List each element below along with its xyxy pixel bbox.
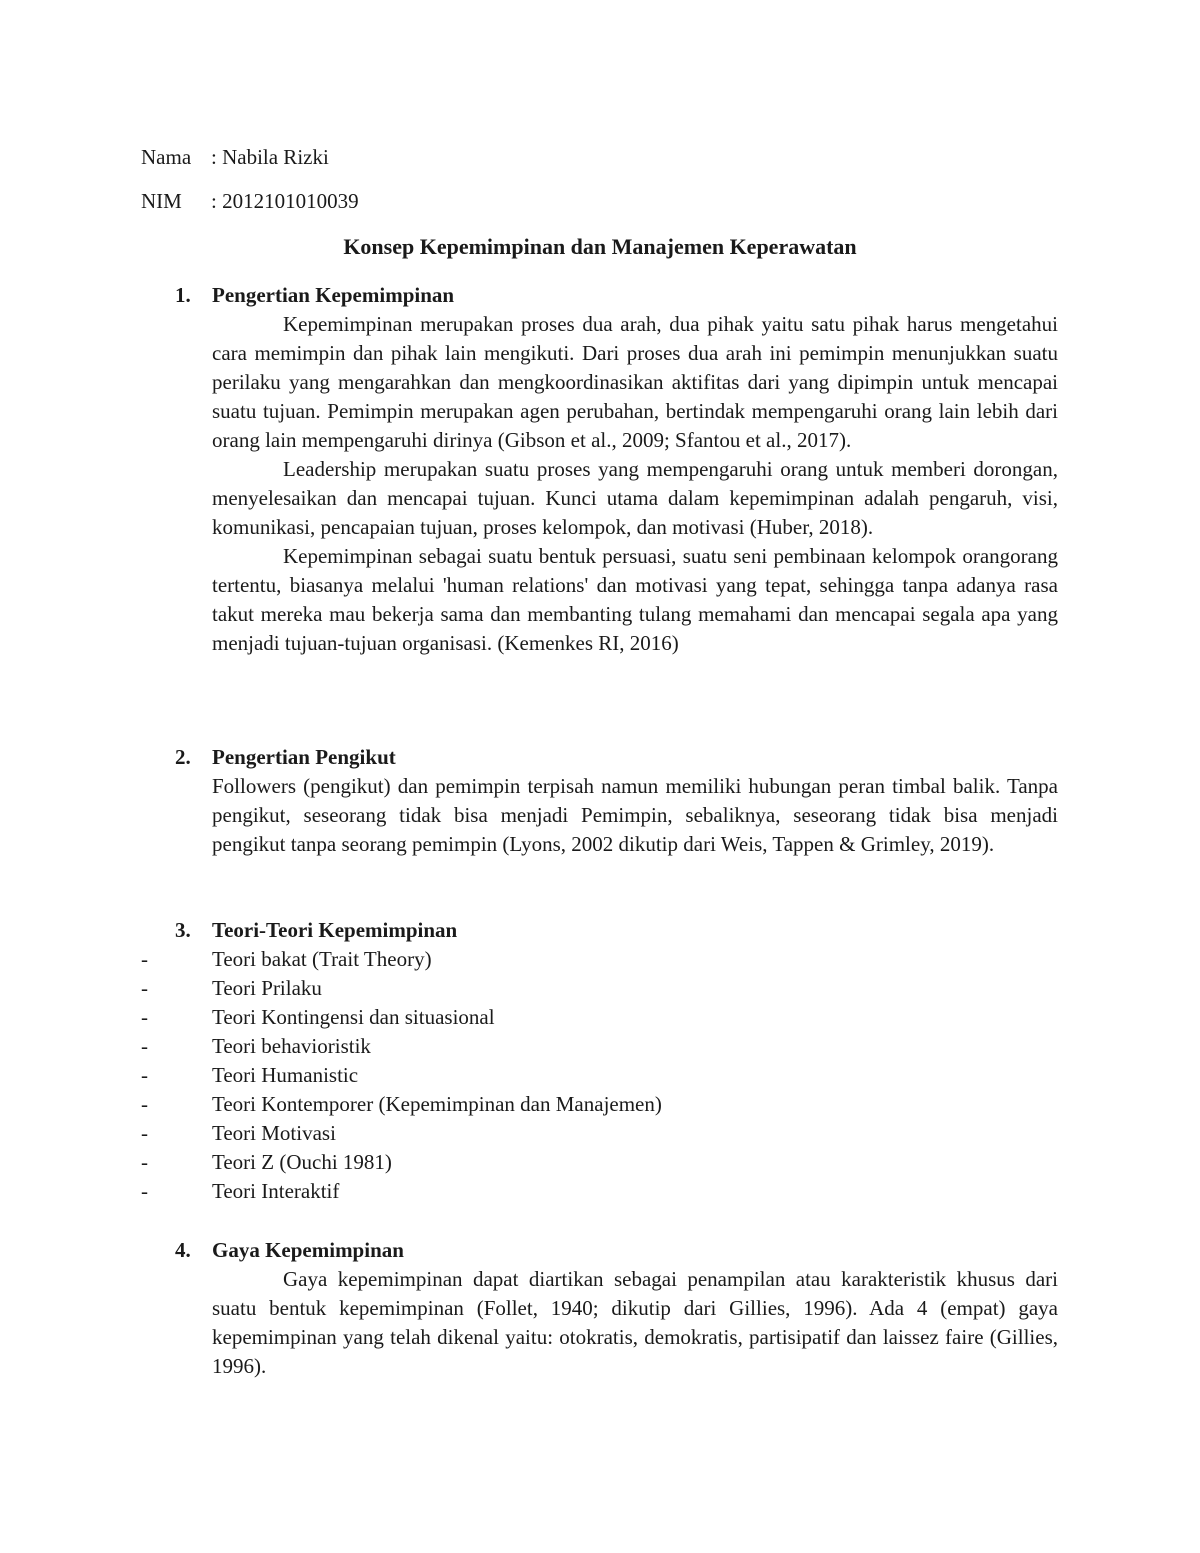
list-item bbox=[141, 1061, 1058, 1090]
document-title: Konsep Kepemimpinan dan Manajemen Keperawatan bbox=[343, 234, 857, 259]
list-item-text: Teori Prilaku bbox=[212, 976, 322, 1000]
section-heading bbox=[175, 281, 1058, 310]
bullet-dash: - bbox=[141, 1063, 148, 1087]
bullet-dash: - bbox=[141, 1092, 148, 1116]
section-heading bbox=[175, 743, 1058, 772]
name-label: Nama bbox=[141, 145, 192, 169]
list-item bbox=[141, 974, 1058, 1003]
bullet-dash: - bbox=[141, 1150, 148, 1174]
list-item bbox=[141, 945, 1058, 974]
bullet-dash: - bbox=[141, 947, 148, 971]
section-heading bbox=[175, 916, 1058, 945]
bullet-dash: - bbox=[141, 1121, 148, 1145]
bullet-dash: - bbox=[141, 976, 148, 1000]
section-title: Pengertian Pengikut bbox=[212, 745, 396, 769]
name-value: : Nabila Rizki bbox=[211, 145, 329, 169]
list-item-text: Teori Z (Ouchi 1981) bbox=[212, 1150, 392, 1174]
section-1 bbox=[175, 281, 1058, 658]
section-title: Gaya Kepemimpinan bbox=[212, 1238, 404, 1262]
list-item bbox=[141, 1090, 1058, 1119]
section-3 bbox=[175, 916, 1058, 945]
nim-label: NIM bbox=[141, 189, 182, 213]
section-heading bbox=[175, 1236, 1058, 1265]
section-body bbox=[212, 772, 1058, 859]
list-item-text: Teori behavioristik bbox=[212, 1034, 371, 1058]
name-row bbox=[141, 143, 329, 172]
section-title: Pengertian Kepemimpinan bbox=[212, 283, 455, 307]
list-item bbox=[141, 1177, 1058, 1206]
paragraph: Kepemimpinan sebagai suatu bentuk persuasi, suatu seni pembinaan kelompok orangorang tertentu, biasanya melalui 'human relations' dan motivasi yang tepat, sehingga tanpa adanya rasa takut mereka mau bekerja sama dan membanting tulang memahami dan mencapai segala apa yang menjadi tujuan-tujuan organisasi. (Kemenkes RI, 2016) bbox=[212, 544, 1058, 655]
list-item bbox=[141, 1148, 1058, 1177]
nim-row bbox=[141, 187, 359, 216]
section-title: Teori-Teori Kepemimpinan bbox=[212, 918, 458, 942]
paragraph: Leadership merupakan suatu proses yang mempengaruhi orang untuk memberi dorongan, menyelesaikan dan mencapai tujuan. Kunci utama dalam kepemimpinan adalah pengaruh, visi, komunikasi, pencapaian tujuan, proses kelompok, dan motivasi (Huber, 2018). bbox=[212, 457, 1058, 539]
list-item-text: Teori Humanistic bbox=[212, 1063, 359, 1087]
bullet-dash: - bbox=[141, 1179, 148, 1203]
paragraph: Gaya kepemimpinan dapat diartikan sebagai penampilan atau karakteristik khusus dari suatu bentuk kepemimpinan (Follet, 1940; dikutip dari Gillies, 1996). Ada 4 (empat) gaya kepemimpinan yang telah dikenal yaitu: otokratis, demokratis, partisipatif dan laissez faire (Gillies, 1996). bbox=[212, 1267, 1058, 1378]
theory-list bbox=[141, 945, 1058, 1206]
nim-value: : 2012101010039 bbox=[211, 189, 359, 213]
paragraph: Followers (pengikut) dan pemimpin terpisah namun memiliki hubungan peran timbal balik. Tanpa pengikut, seseorang tidak bisa menjadi Pemimpin, sebaliknya, seseorang tidak bisa menjadi pengikut tanpa seorang pemimpin (Lyons, 2002 dikutip dari Weis, Tappen & Grimley, 2019). bbox=[212, 774, 1058, 856]
list-item-text: Teori bakat (Trait Theory) bbox=[212, 947, 432, 971]
section-number: 3. bbox=[175, 918, 191, 942]
list-item bbox=[141, 1003, 1058, 1032]
list-item bbox=[141, 1119, 1058, 1148]
paragraph: Kepemimpinan merupakan proses dua arah, dua pihak yaitu satu pihak harus mengetahui cara memimpin dan pihak lain mengikuti. Dari proses dua arah ini pemimpin menunjukkan suatu perilaku yang mengarahkan dan mengkoordinasikan aktifitas dari yang dipimpin untuk mencapai suatu tujuan. Pemimpin merupakan agen perubahan, bertindak mempengaruhi orang lain lebih dari orang lain mempengaruhi dirinya (Gibson et al., 2009; Sfantou et al., 2017). bbox=[212, 312, 1058, 452]
section-number: 4. bbox=[175, 1238, 191, 1262]
section-number: 1. bbox=[175, 283, 191, 307]
list-item-text: Teori Kontingensi dan situasional bbox=[212, 1005, 495, 1029]
section-4 bbox=[175, 1236, 1058, 1381]
list-item-text: Teori Kontemporer (Kepemimpinan dan Manajemen) bbox=[212, 1092, 662, 1116]
list-item-text: Teori Interaktif bbox=[212, 1179, 340, 1203]
section-body bbox=[212, 310, 1058, 658]
bullet-dash: - bbox=[141, 1034, 148, 1058]
section-2 bbox=[175, 743, 1058, 859]
bullet-dash: - bbox=[141, 1005, 148, 1029]
list-item bbox=[141, 1032, 1058, 1061]
section-number: 2. bbox=[175, 745, 191, 769]
list-item-text: Teori Motivasi bbox=[212, 1121, 336, 1145]
section-body bbox=[212, 1265, 1058, 1381]
